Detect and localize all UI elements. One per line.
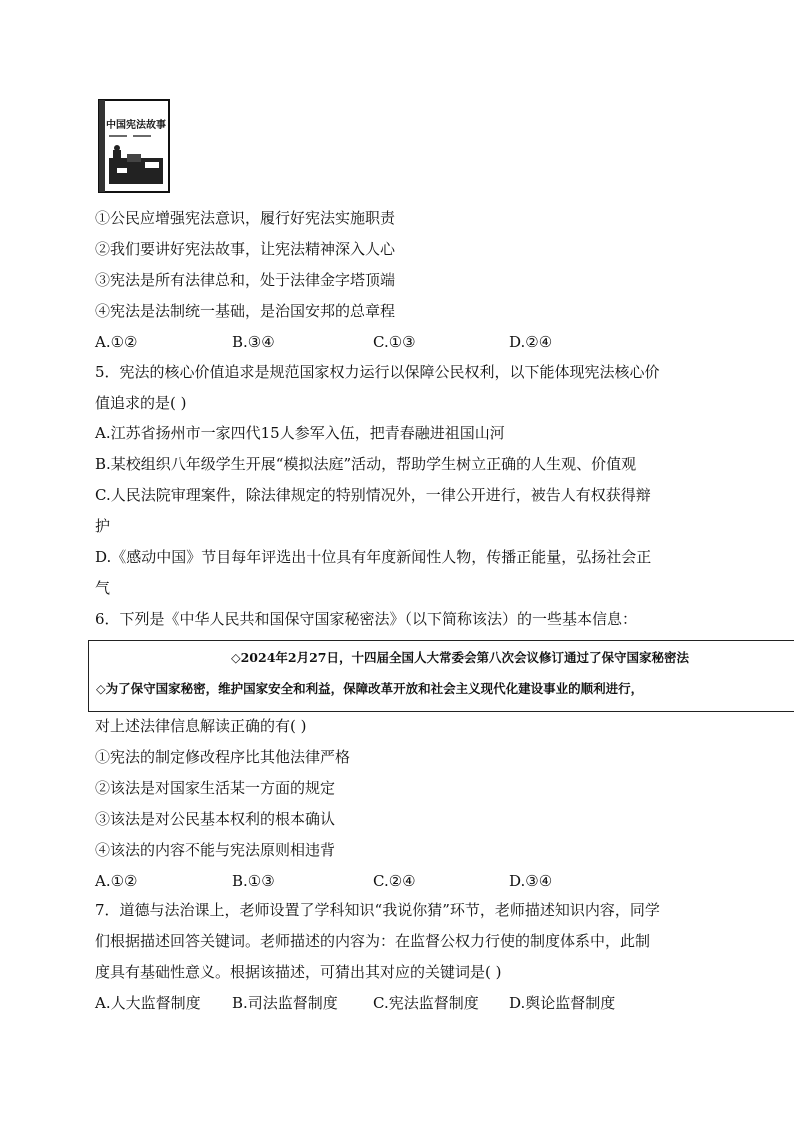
q5-option-b[interactable]: B.某校组织八年级学生开展“模拟法庭”活动，帮助学生树立正确的人生观、价值观 xyxy=(95,455,637,473)
q5-option-c-line2[interactable]: 护 xyxy=(95,517,111,535)
q6-option-c[interactable]: C.②④ xyxy=(373,872,416,890)
q4-option-d[interactable]: D.②④ xyxy=(509,333,553,351)
q6-item-2: ②该法是对国家生活某一方面的规定 xyxy=(95,779,336,797)
q4-item-3: ③宪法是所有法律总和，处于法律金字塔顶端 xyxy=(95,271,396,289)
q6-option-a[interactable]: A.①② xyxy=(95,872,138,890)
q5-option-c-line1[interactable]: C.人民法院审理案件，除法律规定的特别情况外，一律公开进行，被告人有权获得辩 xyxy=(95,486,651,504)
q4-option-a[interactable]: A.①② xyxy=(95,333,138,351)
q6-stem: 6．下列是《中华人民共和国保守国家秘密法》（以下简称该法）的一些基本信息： xyxy=(95,610,638,628)
q4-option-c[interactable]: C.①③ xyxy=(373,333,416,351)
q5-option-a[interactable]: A.江苏省扬州市一家四代15人参军入伍，把青春融进祖国山河 xyxy=(95,424,505,442)
book-cover-title: 中国宪法故事 xyxy=(106,120,166,131)
q6-info-line1: ◇2024年2月27日，十四届全国人大常委会第八次会议修订通过了保守国家秘密法 xyxy=(231,650,689,665)
q4-item-4: ④宪法是法制统一基础，是治国安邦的总章程 xyxy=(95,302,396,320)
q7-stem-line1: 7．道德与法治课上，老师设置了学科知识“我说你猜”环节，老师描述知识内容，同学 xyxy=(95,901,660,919)
q6-item-3: ③该法是对公民基本权利的根本确认 xyxy=(95,810,336,828)
q6-option-d[interactable]: D.③④ xyxy=(509,872,553,890)
q6-item-1: ①宪法的制定修改程序比其他法律严格 xyxy=(95,748,351,766)
q7-stem-line3: 度具有基础性意义。根据该描述，可猜出其对应的关键词是( ) xyxy=(95,963,502,981)
q5-stem-line2: 值追求的是( ) xyxy=(95,394,187,412)
q6-question: 对上述法律信息解读正确的有( ) xyxy=(95,717,307,735)
q5-option-d-line2[interactable]: 气 xyxy=(95,579,111,597)
q7-option-c[interactable]: C.宪法监督制度 xyxy=(373,994,479,1012)
q7-stem-line2: 们根据描述回答关键词。老师描述的内容为：在监督公权力行使的制度体系中，此制 xyxy=(95,932,651,950)
q7-option-a[interactable]: A.人大监督制度 xyxy=(95,994,201,1012)
q6-item-4: ④该法的内容不能与宪法原则相违背 xyxy=(95,841,336,859)
book-illustration xyxy=(97,98,171,194)
q6-info-line2: ◇为了保守国家秘密，维护国家安全和利益，保障改革开放和社会主义现代化建设事业的顺利进行， xyxy=(96,681,644,696)
q6-option-b[interactable]: B.①③ xyxy=(232,872,275,890)
q4-item-1: ①公民应增强宪法意识，履行好宪法实施职责 xyxy=(95,209,396,227)
q6-info-box xyxy=(88,640,794,712)
q7-option-d[interactable]: D.舆论监督制度 xyxy=(509,994,616,1012)
q5-stem-line1: 5．宪法的核心价值追求是规范国家权力运行以保障公民权利，以下能体现宪法核心价 xyxy=(95,363,660,381)
q5-option-d-line1[interactable]: D.《感动中国》节目每年评选出十位具有年度新闻性人物，传播正能量，弘扬社会正 xyxy=(95,548,652,566)
q4-item-2: ②我们要讲好宪法故事，让宪法精神深入人心 xyxy=(95,240,396,258)
q7-option-b[interactable]: B.司法监督制度 xyxy=(232,994,338,1012)
q4-option-b[interactable]: B.③④ xyxy=(232,333,275,351)
